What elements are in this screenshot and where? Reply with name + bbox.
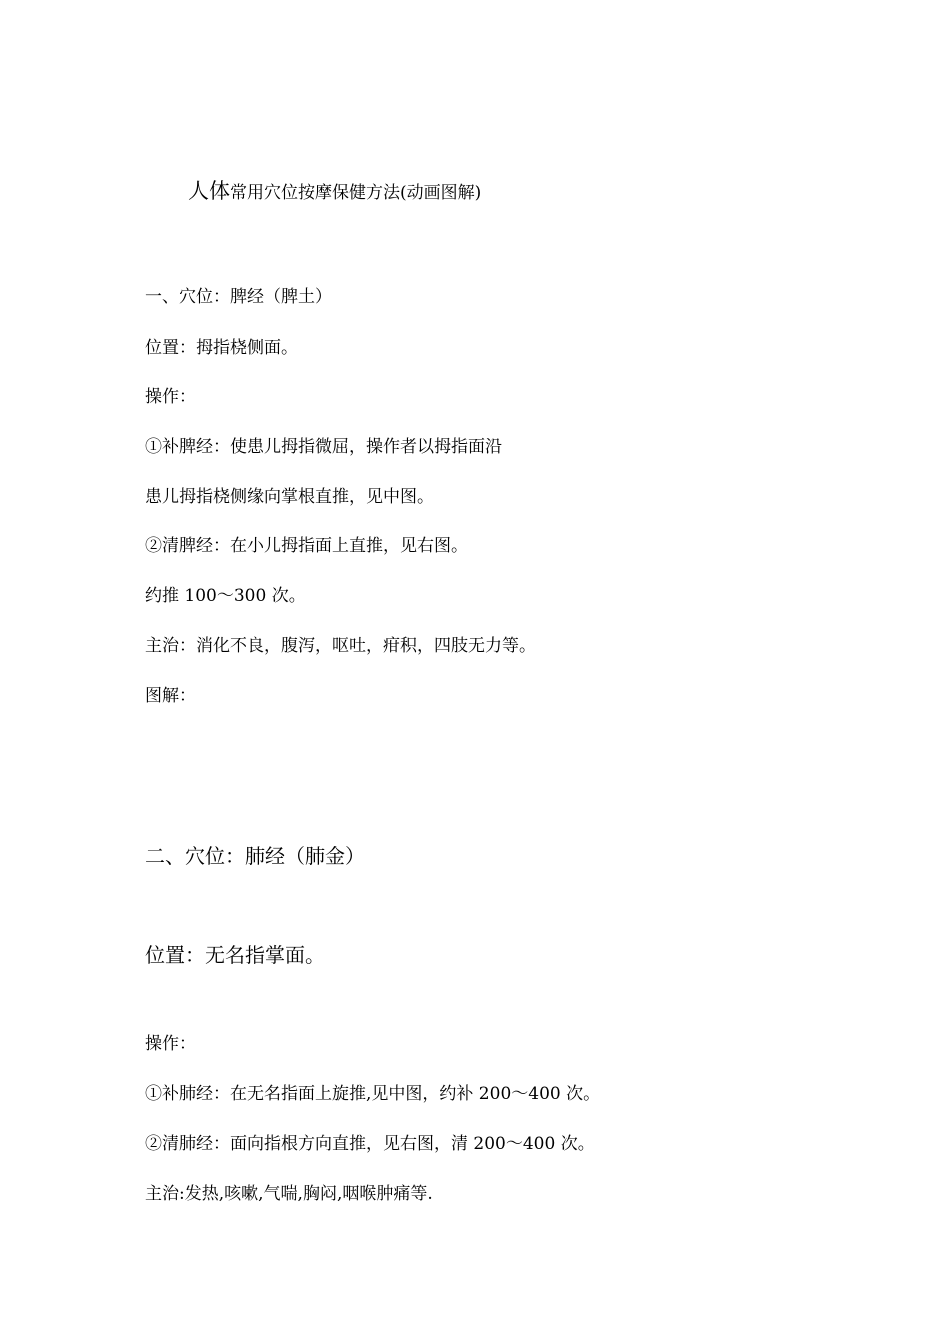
section1-count: 约推 100～300 次。 [145,586,306,606]
section2-op2: ②清肺经：面向指根方向直推，见右图，清 200～400 次。 [145,1134,595,1154]
section2-heading: 二、穴位：肺经（肺金） [145,844,365,868]
section1-op2: ②清脾经：在小儿拇指面上直推，见右图。 [145,536,468,556]
section2-indication: 主治:发热,咳嗽,气喘,胸闷,咽喉肿痛等. [145,1184,433,1204]
section1-indication: 主治：消化不良，腹泻，呕吐，疳积，四肢无力等。 [145,636,536,656]
section1-op1-line2: 患儿拇指桡侧缘向掌根直推，见中图。 [145,487,434,507]
section2-position: 位置：无名指掌面。 [145,943,325,967]
section1-diagram-label: 图解： [145,686,196,706]
section1-operation-label: 操作： [145,387,196,407]
title-part-1: 人体 [188,179,230,203]
section2-op1: ①补肺经：在无名指面上旋推,见中图，约补 200～400 次。 [145,1084,601,1104]
section2-operation-label: 操作： [145,1034,196,1054]
page-title [188,178,481,206]
section1-position: 位置：拇指桡侧面。 [145,338,298,358]
title-part-2: 常用穴位按摩保健方法(动画图解) [230,183,482,203]
section1-op1-line1: ①补脾经：使患儿拇指微屈，操作者以拇指面沿 [145,437,502,457]
section1-heading: 一、穴位：脾经（脾土） [145,287,332,307]
